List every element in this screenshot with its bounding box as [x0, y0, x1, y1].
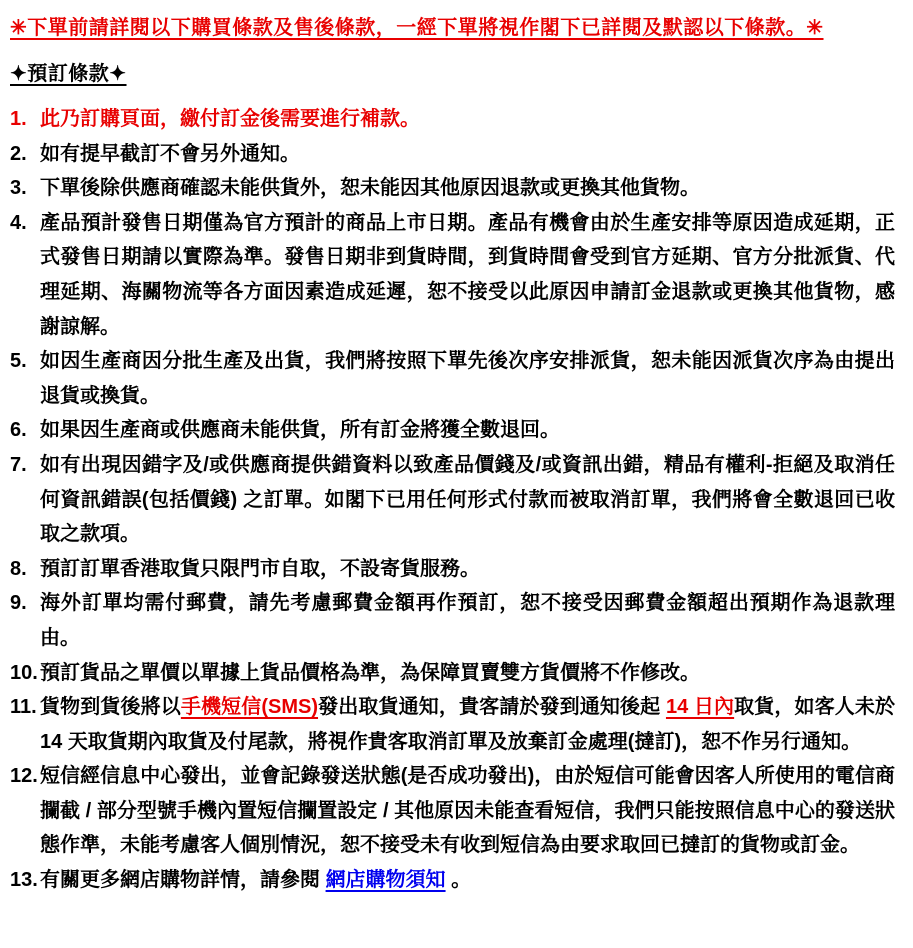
term-item-13 [10, 863, 895, 898]
term-text: 取貨，如客人未於 14 天取貨期內取貨及付尾款，將視作貴客取消訂單及放棄訂金處理(撻訂)，恕不作另行通知。 [40, 696, 896, 753]
term-text: 預訂訂單香港取貨只限門市自取，不設寄貨服務。 [40, 557, 480, 580]
term-item-4 [10, 206, 895, 344]
term-number: 13. [10, 869, 38, 892]
term-number: 10. [10, 661, 38, 684]
purchase-notice-header: ✳下單前請詳閱以下購買條款及售後條款，一經下單將視作閣下已詳閱及默認以下條款。✳ [10, 17, 824, 39]
term-number: 2. [10, 142, 27, 165]
term-number: 5. [10, 350, 27, 373]
term-text: 產品預計發售日期僅為官方預計的商品上市日期。產品有機會由於生產安排等原因造成延期，正式發售日期請以實際為準。發售日期非到貨時間，到貨時間會受到官方延期、官方分批派貨、代理延期、海關物流等各方面因素造成延遲，恕不接受以此原因申請訂金退款或更換其他貨物，感謝諒解。 [40, 211, 895, 338]
term-text: 發出取貨通知，貴客請於發到通知後起 [318, 696, 666, 719]
term-number: 3. [10, 177, 27, 200]
term-number: 8. [10, 557, 27, 580]
sms-highlight: 手機短信(SMS) [180, 696, 319, 719]
section-title-preorder-terms: ✦預訂條款✦ [10, 63, 127, 85]
term-item-8 [10, 552, 895, 587]
term-text: 下單後除供應商確認未能供貨外，恕未能因其他原因退款或更換其他貨物。 [40, 177, 700, 200]
term-text: 此乃訂購頁面，繳付訂金後需要進行補款。 [40, 108, 420, 130]
term-item-11 [10, 690, 895, 759]
term-number: 1. [10, 108, 27, 130]
term-item-1 [10, 102, 895, 137]
term-text: 如有出現因錯字及/或供應商提供錯資料以致產品價錢及/或資訊出錯，精品有權利-拒絕及取消任何資訊錯誤(包括價錢) 之訂單。如閣下已用任何形式付款而被取消訂單，我們將會全數退回已收取之款項。 [40, 453, 895, 546]
term-text: 如有提早截訂不會另外通知。 [40, 142, 300, 165]
term-item-9 [10, 586, 895, 655]
term-number: 9. [10, 592, 27, 615]
term-item-10 [10, 656, 895, 691]
term-item-3 [10, 171, 895, 206]
term-item-6 [10, 413, 895, 448]
term-item-2 [10, 137, 895, 172]
term-number: 12. [10, 765, 38, 788]
term-text: 。 [445, 869, 472, 892]
term-number: 4. [10, 211, 27, 234]
term-text: 如果因生產商或供應商未能供貨，所有訂金將獲全數退回。 [40, 419, 560, 442]
term-item-12 [10, 759, 895, 863]
pickup-deadline-highlight: 14 日內 [665, 696, 735, 719]
term-text: 短信經信息中心發出，並會記錄發送狀態(是否成功發出)，由於短信可能會因客人所使用的電信商攔截 / 部分型號手機內置短信攔置設定 / 其他原因未能查看短信，我們只能按照信息中心的發送狀態作準，未能考慮客人個別情況，恕不接受未有收到短信為由要求取回已撻訂的貨物或訂金。 [40, 765, 895, 857]
term-item-7 [10, 448, 895, 552]
term-text: 海外訂單均需付郵費，請先考慮郵費金額再作預訂，恕不接受因郵費金額超出預期作為退款理由。 [40, 592, 895, 649]
term-number: 7. [10, 453, 27, 476]
store-shopping-guide-link[interactable]: 網店購物須知 [325, 869, 446, 892]
term-text: 有關更多網店購物詳情，請參閱 [40, 869, 326, 892]
term-number: 11. [10, 696, 37, 719]
term-number: 6. [10, 419, 27, 442]
term-text: 預訂貨品之單價以單據上貨品價格為準，為保障買賣雙方貨價將不作修改。 [40, 661, 700, 684]
term-text: 貨物到貨後將以 [40, 696, 181, 719]
terms-list [10, 102, 895, 898]
term-item-5 [10, 344, 895, 413]
term-text: 如因生產商因分批生產及出貨，我們將按照下單先後次序安排派貨，恕未能因派貨次序為由提出退貨或換貨。 [40, 350, 895, 407]
